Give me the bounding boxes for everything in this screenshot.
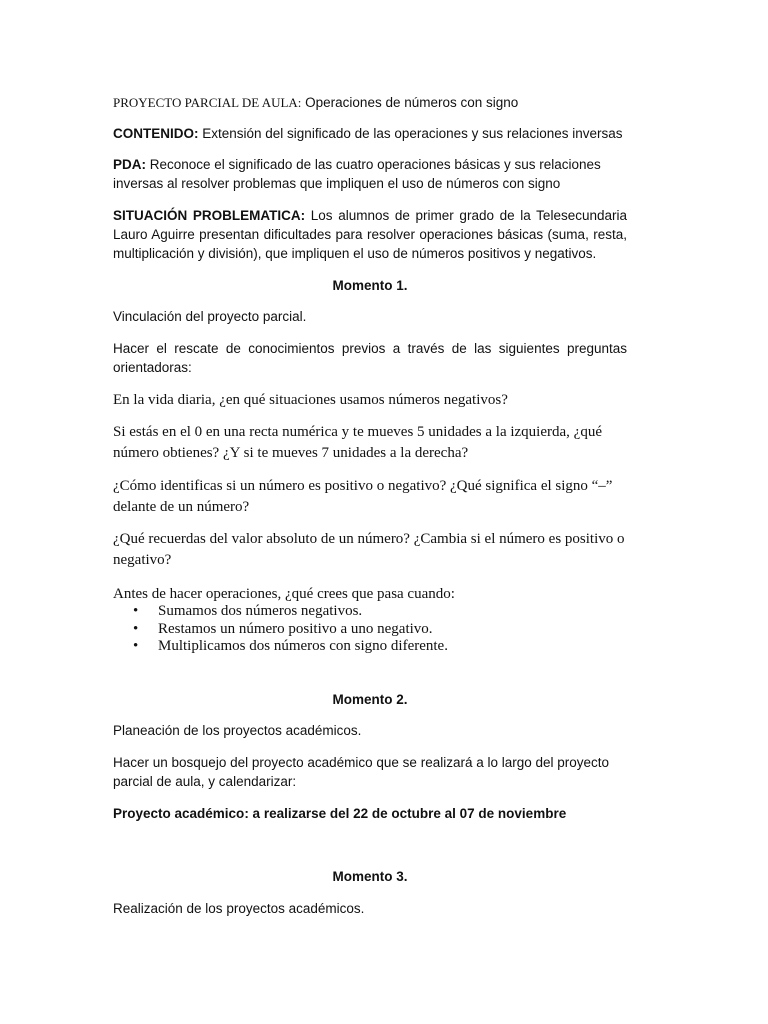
- momento-1-rescate: Hacer el rescate de conocimientos previos a través de las siguientes preguntas orientadoras:: [113, 341, 627, 375]
- proyecto-academico-dates: : a realizarse del 22 de octubre al 07 de noviembre: [244, 806, 567, 821]
- project-title-text: Operaciones de números con signo: [301, 95, 519, 110]
- momento-2-planeacion: Planeación de los proyectos académicos.: [113, 723, 362, 738]
- question-4: ¿Qué recuerdas del valor absoluto de un número? ¿Cambia si el número es positivo o negativo?: [113, 531, 625, 568]
- pda-text: Reconoce el significado de las cuatro operaciones básicas y sus relaciones inversas al resolver problemas que impliquen el uso de números con signo: [113, 157, 601, 191]
- contenido-paragraph: [113, 124, 627, 143]
- list-item: [113, 603, 627, 621]
- bullet-icon: •: [133, 638, 139, 654]
- proyecto-academico-line: [113, 804, 627, 823]
- list-item-text: Restamos un número positivo a uno negativo.: [158, 620, 433, 637]
- operations-list: [113, 603, 627, 656]
- pda-paragraph: [113, 155, 613, 193]
- contenido-text: Extensión del significado de las operaciones y sus relaciones inversas: [198, 126, 623, 141]
- momento-2-bosquejo: Hacer un bosquejo del proyecto académico que se realizará a lo largo del proyecto parcial de aula, y calendarizar:: [113, 755, 610, 789]
- list-item: [113, 621, 627, 639]
- bullet-icon: •: [133, 620, 139, 637]
- momento-2-title: Momento 2.: [332, 692, 408, 707]
- question-3: ¿Cómo identificas si un número es positivo o negativo? ¿Qué significa el signo “–” delante de un número?: [113, 478, 613, 515]
- question-1: En la vida diaria, ¿en qué situaciones usamos números negativos?: [113, 392, 508, 408]
- momento-1-vinculacion: Vinculación del proyecto parcial.: [113, 309, 307, 324]
- momento-1-title: Momento 1.: [332, 278, 408, 293]
- list-item-text: Sumamos dos números negativos.: [158, 603, 363, 619]
- contenido-label: CONTENIDO:: [113, 126, 199, 141]
- momento-2-heading: [113, 690, 627, 709]
- list-item: [113, 638, 627, 656]
- momento-1-heading: [113, 276, 627, 295]
- project-title-prefix: PROYECTO PARCIAL DE AULA:: [113, 95, 302, 110]
- question-2: Si estás en el 0 en una recta numérica y te mueves 5 unidades a la izquierda, ¿qué número obtienes? ¿Y si te mueves 7 unidades a la derecha?: [113, 424, 602, 461]
- situacion-text: Los alumnos de primer grado de la Telesecundaria Lauro Aguirre presentan dificultades para resolver operaciones básicas (suma, resta, multiplicación y división), que impliquen el uso de números positivos y negativos.: [113, 208, 627, 261]
- bullet-icon: •: [133, 603, 139, 619]
- momento-3-heading: [113, 867, 627, 886]
- momento-3-title: Momento 3.: [332, 869, 408, 884]
- question-5: Antes de hacer operaciones, ¿qué crees que pasa cuando:: [113, 586, 455, 602]
- situacion-paragraph: [113, 206, 627, 263]
- proyecto-academico-label: Proyecto académico: [113, 806, 245, 821]
- momento-3-realizacion: Realización de los proyectos académicos.: [113, 901, 365, 916]
- situacion-label: SITUACIÓN PROBLEMATICA:: [113, 208, 306, 223]
- list-item-text: Multiplicamos dos números con signo diferente.: [158, 638, 448, 654]
- project-title: [113, 93, 627, 112]
- pda-label: PDA:: [113, 157, 146, 172]
